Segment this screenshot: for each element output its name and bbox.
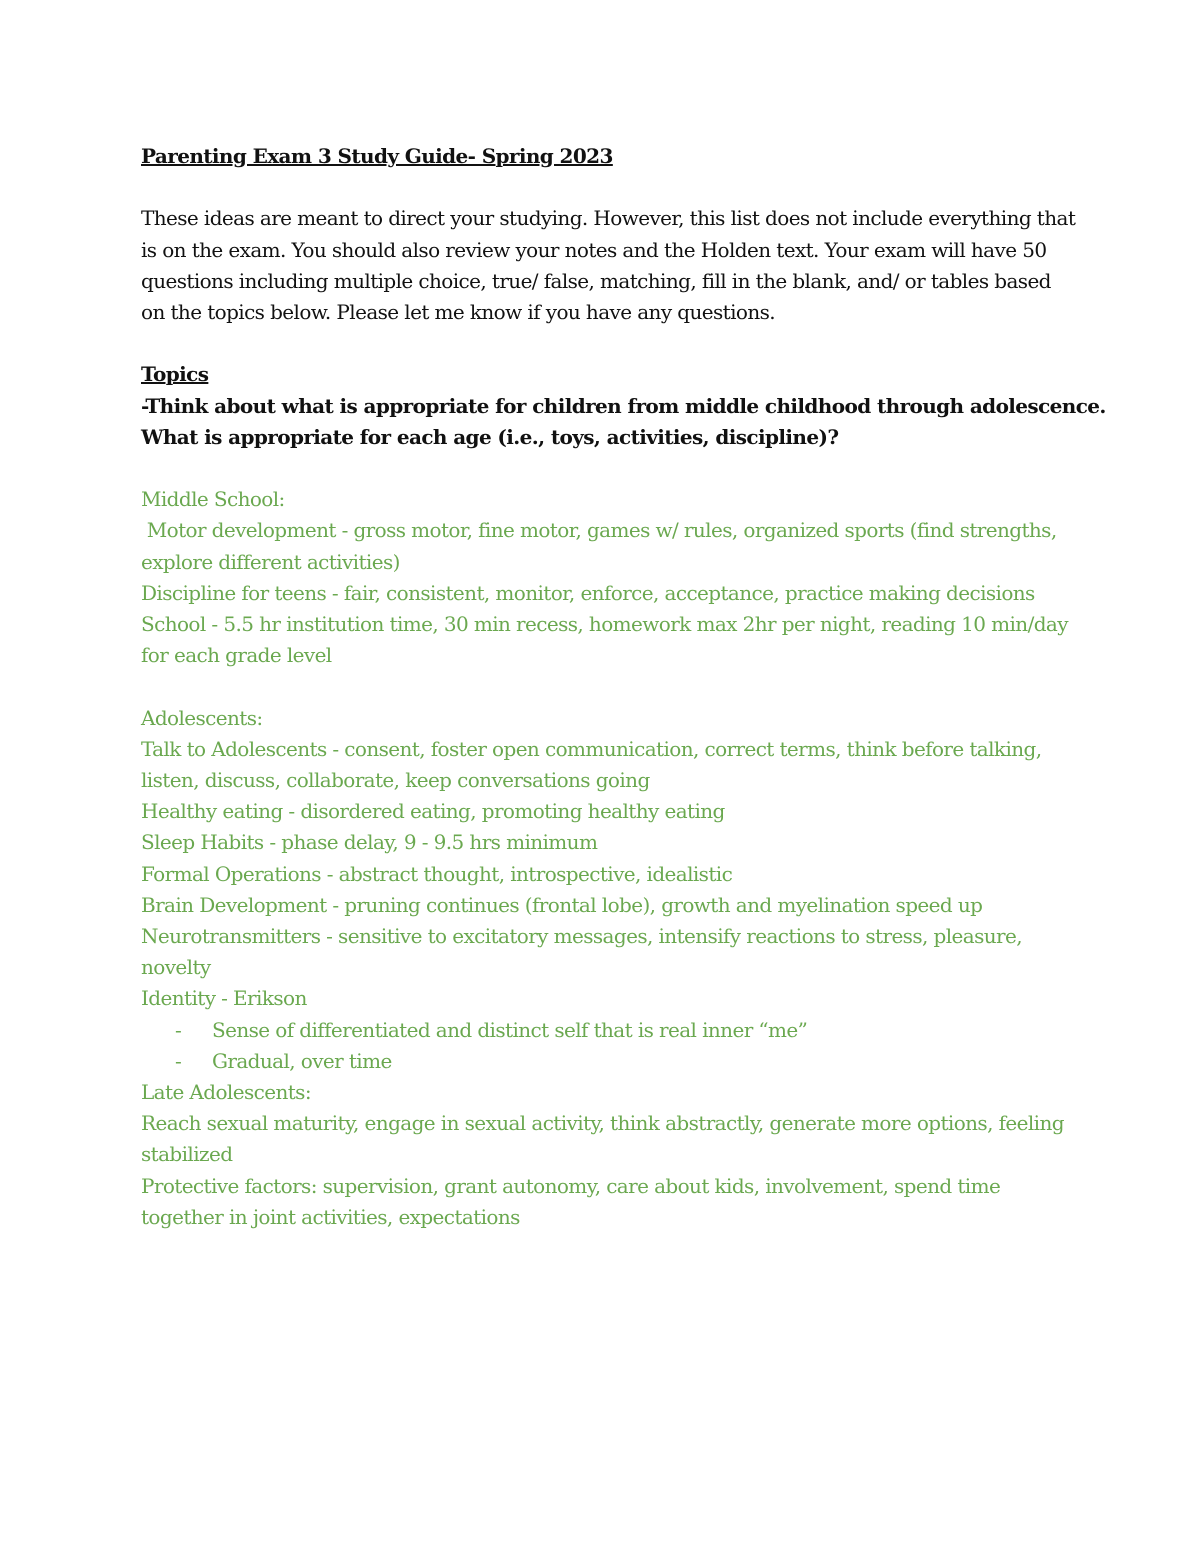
late-adolescents-heading: Late Adolescents: [141, 1080, 311, 1105]
middle-school-line: School - 5.5 hr institution time, 30 min recess, homework max 2hr per night, reading 10 min/day [141, 612, 1068, 636]
prompt-line: -Think about what is appropriate for children from middle childhood through adolescence. [141, 393, 1106, 418]
bullet-text: Gradual, over time [212, 1048, 392, 1073]
prompt-line: What is appropriate for each age (i.e., toys, activities, discipline)? [141, 424, 839, 449]
adolescents-line: Formal Operations - abstract thought, introspective, idealistic [141, 861, 733, 886]
middle-school-line: for each grade level [141, 643, 332, 668]
spacer [141, 453, 1066, 484]
adolescents-heading: Adolescents: [141, 705, 263, 730]
adolescents-section [141, 703, 1066, 1077]
middle-school-line: Discipline for teens - fair, consistent, monitor, enforce, acceptance, practice making decisions [141, 580, 1035, 605]
topics-prompt [141, 391, 1106, 453]
adolescents-line: Identity - Erikson [141, 986, 307, 1011]
adolescents-line: Sleep Habits - phase delay, 9 - 9.5 hrs minimum [141, 830, 598, 855]
adolescents-line: Neurotransmitters - sensitive to excitatory messages, intensify reactions to stress, pleasure, [141, 924, 1022, 949]
identity-bullet-list [141, 1015, 1066, 1077]
adolescents-line: Brain Development - pruning continues (frontal lobe), growth and myelination speed up [141, 892, 983, 917]
late-adolescents-line: stabilized [141, 1142, 233, 1167]
late-adolescents-line: Reach sexual maturity, engage in sexual activity, think abstractly, generate more options, feeling [141, 1111, 1064, 1136]
intro-line: is on the exam. You should also review your notes and the Holden text. Your exam will have 50 [141, 237, 1047, 262]
adolescents-line: novelty [141, 955, 211, 980]
middle-school-line: explore different activities) [141, 549, 400, 574]
bullet-text: Sense of differentiated and distinct self that is real inner “me” [212, 1017, 808, 1042]
intro-line: questions including multiple choice, true/ false, matching, fill in the blank, and/ or tables based [141, 268, 1051, 293]
spacer [141, 671, 1066, 702]
middle-school-section [141, 484, 1066, 671]
bullet-item [141, 1046, 1066, 1077]
intro-paragraph [141, 203, 1076, 328]
middle-school-heading: Middle School: [141, 487, 285, 512]
spacer [141, 172, 1066, 203]
intro-line: These ideas are meant to direct your studying. However, this list does not include everything that [141, 206, 1076, 231]
intro-line: on the topics below. Please let me know if you have any questions. [141, 300, 776, 324]
adolescents-line: Healthy eating - disordered eating, promoting healthy eating [141, 799, 725, 824]
late-adolescents-line: Protective factors: supervision, grant autonomy, care about kids, involvement, spend time [141, 1173, 1001, 1198]
bullet-marker: - [175, 1048, 182, 1073]
adolescents-line: Talk to Adolescents - consent, foster open communication, correct terms, think before talking, [141, 736, 1042, 761]
middle-school-line: Motor development - gross motor, fine motor, games w/ rules, organized sports (find strengths, [141, 518, 1057, 543]
document-title: Parenting Exam 3 Study Guide- Spring 2023 [141, 144, 613, 168]
late-adolescents-line: together in joint activities, expectations [141, 1204, 520, 1229]
bullet-item [141, 1015, 1066, 1046]
spacer [141, 328, 1066, 359]
topics-heading: Topics [141, 362, 209, 387]
adolescents-line: listen, discuss, collaborate, keep conversations going [141, 768, 650, 792]
document-page [141, 141, 1106, 1233]
bullet-marker: - [175, 1017, 182, 1042]
late-adolescents-section [141, 1077, 1066, 1233]
